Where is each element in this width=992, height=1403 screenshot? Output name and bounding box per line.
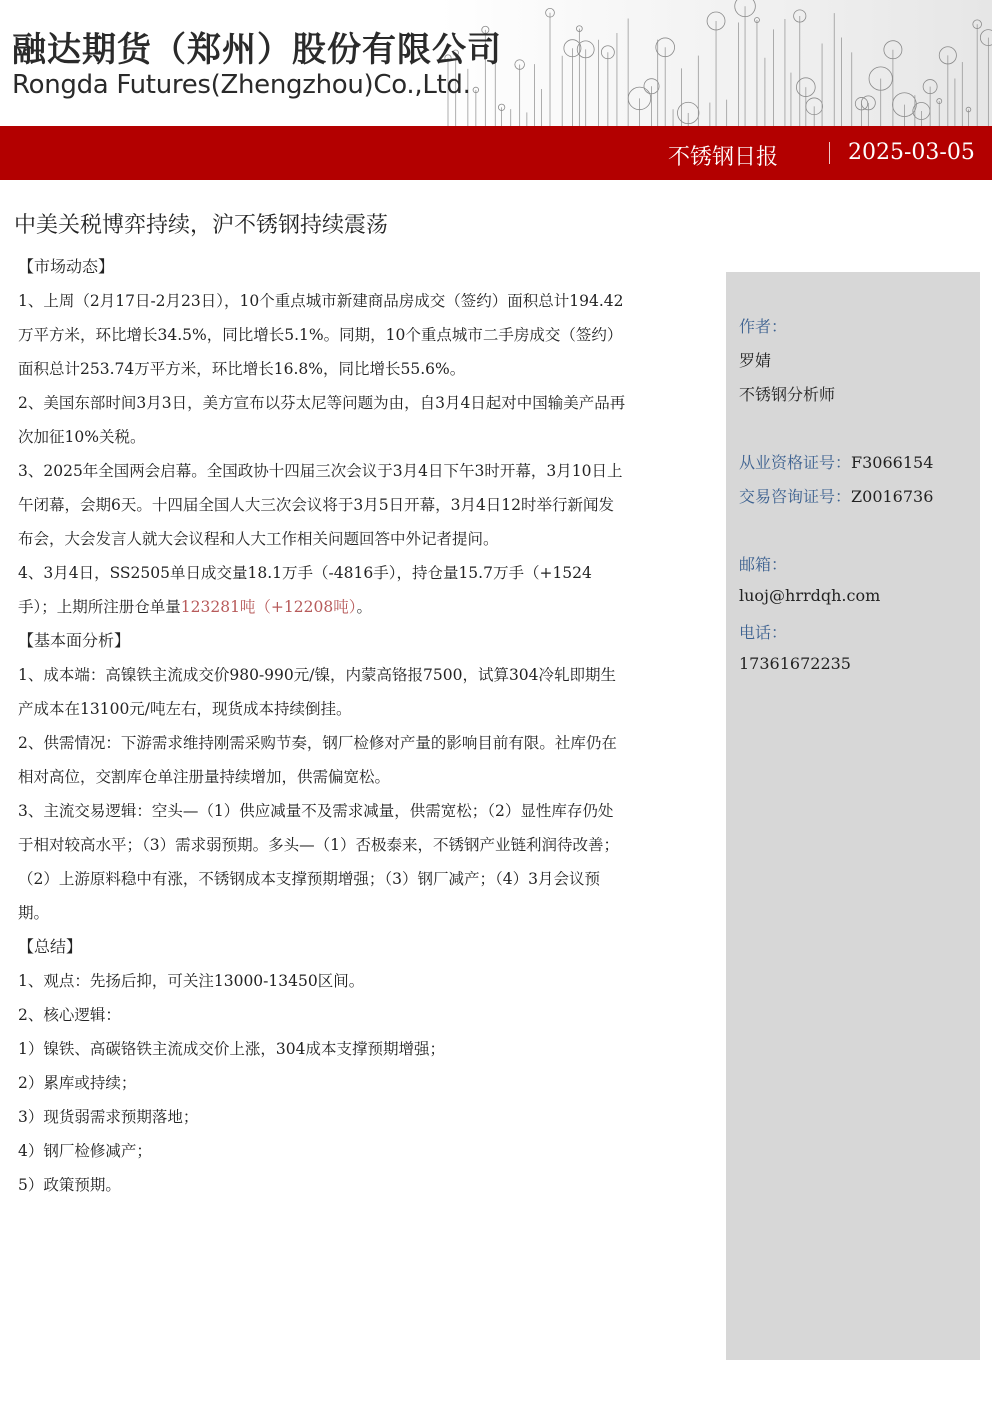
summary-line-2: 2、核心逻辑： xyxy=(18,1006,121,1024)
summary-line-7: 5）政策预期。 xyxy=(18,1176,121,1194)
phone-value: 17361672235 xyxy=(739,654,851,673)
author-sidebar xyxy=(726,272,980,1360)
report-date: 2025-03-05 xyxy=(848,140,975,165)
summary-line-5: 3）现货弱需求预期落地； xyxy=(18,1108,199,1126)
summary-line-3: 1）镍铁、高碳铬铁主流成交价上涨，304成本支撑预期增强； xyxy=(18,1040,445,1058)
report-header xyxy=(0,0,992,126)
section-title-summary: 【总结】 xyxy=(18,937,83,956)
decorative-lines-graphic xyxy=(440,0,992,126)
company-name-cn: 融达期货（郑州）股份有限公司 xyxy=(12,30,502,70)
market-paragraph-4-end: 。 xyxy=(356,598,372,616)
company-name-en: Rongda Futures(Zhengzhou)Co.,Ltd. xyxy=(12,70,471,100)
author-label: 作者： xyxy=(739,317,788,336)
headline: 中美关税博弈持续，沪不锈钢持续震荡 xyxy=(14,213,389,238)
author-title: 不锈钢分析师 xyxy=(739,385,836,404)
section-title-market: 【市场动态】 xyxy=(18,257,115,276)
consult-number: Z0016736 xyxy=(851,487,934,506)
consult-row xyxy=(739,484,933,507)
section-title-fundamental: 【基本面分析】 xyxy=(18,631,131,650)
cert-label: 从业资格证号： xyxy=(739,453,852,472)
report-name: 不锈钢日报 xyxy=(668,145,779,170)
main-content xyxy=(18,250,628,1202)
summary-line-4: 2）累库或持续； xyxy=(18,1074,137,1092)
market-paragraph-1: 1、上周（2月17日-2月23日），10个重点城市新建商品房成交（签约）面积总计194.42万平方米，环比增长34.5%，同比增长5.1%。同期，10个重点城市二手房成交（签约）面积总计253.74万平方米，环比增长16.8%，同比增长55.6%。 xyxy=(18,292,624,378)
cert-number: F3066154 xyxy=(851,453,934,472)
fundamental-paragraph-2: 2、供需情况：下游需求维持刚需采购节奏，钢厂检修对产量的影响目前有限。社库仍在相对高位，交割库仓单注册量持续增加，供需偏宽松。 xyxy=(18,734,617,786)
title-divider xyxy=(829,142,830,164)
phone-label: 电话： xyxy=(739,623,788,642)
warehouse-receipt-value: 123281吨（+12208吨） xyxy=(180,598,357,616)
cert-row xyxy=(739,450,933,473)
consult-label: 交易咨询证号： xyxy=(739,487,852,506)
market-paragraph-3: 3、2025年全国两会启幕。全国政协十四届三次会议于3月4日下午3时开幕，3月10日上午闭幕，会期6天。十四届全国人大三次会议将于3月5日开幕，3月4日12时举行新闻发布会，大会发言人就大会议程和人大工作相关问题回答中外记者提问。 xyxy=(18,462,623,548)
report-title-bar xyxy=(0,126,992,180)
email-value: luoj@hrrdqh.com xyxy=(739,586,881,605)
summary-line-6: 4）钢厂检修减产； xyxy=(18,1142,152,1160)
email-label: 邮箱： xyxy=(739,555,788,574)
fundamental-paragraph-1: 1、成本端：高镍铁主流成交价980-990元/镍，内蒙高铬报7500，试算304冷轧即期生产成本在13100元/吨左右，现货成本持续倒挂。 xyxy=(18,666,617,718)
summary-line-1: 1、观点：先扬后抑，可关注13000-13450区间。 xyxy=(18,972,365,990)
author-name: 罗婧 xyxy=(739,351,772,370)
fundamental-paragraph-3: 3、主流交易逻辑：空头—（1）供应减量不及需求减量，供需宽松；（2）显性库存仍处于相对较高水平；（3）需求弱预期。多头—（1）否极泰来，不锈钢产业链利润待改善；（2）上游原料稳中有涨，不锈钢成本支撑预期增强；（3）钢厂减产；（4）3月会议预期。 xyxy=(18,802,619,922)
market-paragraph-2: 2、美国东部时间3月3日，美方宣布以芬太尼等问题为由，自3月4日起对中国输美产品再次加征10%关税。 xyxy=(18,394,626,446)
market-paragraph-4-text: 4、3月4日，SS2505单日成交量18.1万手（-4816手），持仓量15.7万手（+1524手）；上期所注册仓单量 xyxy=(18,564,592,616)
market-paragraph-4 xyxy=(18,556,628,624)
